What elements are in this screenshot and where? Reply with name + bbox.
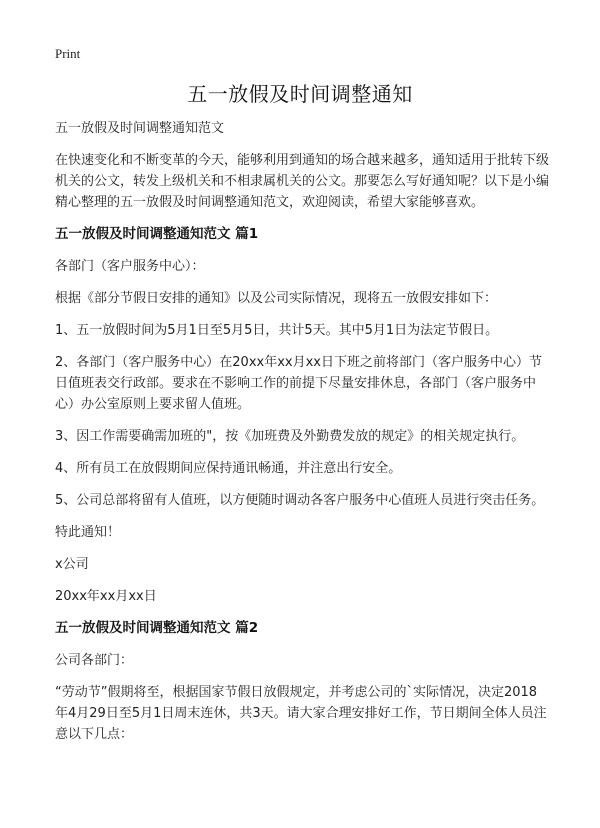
section-1-lead: 根据《部分节假日安排的通知》以及公司实际情况，现将五一放假安排如下： xyxy=(55,291,498,306)
print-label: Print xyxy=(55,46,81,61)
section-1-notice: 特此通知！ xyxy=(55,525,121,540)
section-1-item-5: 5、公司总部将留有人值班，以方便随时调动各客户服务中心值班人员进行突击任务。 xyxy=(55,493,545,508)
document-subtitle: 五一放假及时间调整通知范文 xyxy=(55,121,225,136)
section-1-item-4: 4、所有员工在放假期间应保持通讯畅通，并注意出行安全。 xyxy=(55,461,402,476)
section-2-heading: 五一放假及时间调整通知范文 篇2 xyxy=(55,620,259,636)
page-title: 五一放假及时间调整通知 xyxy=(187,82,413,106)
intro-paragraph: 在快速变化和不断变革的今天，能够利用到通知的场合越来越多，通知适用于批转下级机关的公文，转发上级机关和不相隶属机关的公文。那要怎么写好通知呢？以下是小编精心整理的五一放假及时间调整通知范文，欢迎阅读，希望大家能够喜欢。 xyxy=(55,153,550,210)
section-2-paragraph-1: “劳动节”假期将至，根据国家节假日放假规定，并考虑公司的`实际情况，决定2018年4月29日至5月1日周末连休，共3天。请大家合理安排好工作，节日期间全体人员注意以下几点： xyxy=(55,685,547,742)
section-1-item-3: 3、因工作需要确需加班的"，按《加班费及外勤费发放的规定》的相关规定执行。 xyxy=(55,429,525,444)
section-1-company: x公司 xyxy=(55,557,89,572)
section-2-salutation: 公司各部门： xyxy=(55,653,134,668)
document-body xyxy=(55,118,550,756)
section-1-item-2: 2、各部门（客户服务中心）在20xx年xx月xx日下班之前将部门（客户服务中心）节日值班表交行政部。要求在不影响工作的前提下尽量安排休息，各部门（客户服务中心）办公室原则上要求留人值班。 xyxy=(55,355,542,412)
section-1-heading: 五一放假及时间调整通知范文 篇1 xyxy=(55,226,259,242)
section-1-salutation: 各部门（客户服务中心）： xyxy=(55,259,205,274)
section-1-date: 20xx年xx月xx日 xyxy=(55,589,157,604)
section-1-item-1: 1、五一放假时间为5月1日至5月5日，共计5天。其中5月1日为法定节假日。 xyxy=(55,323,499,338)
